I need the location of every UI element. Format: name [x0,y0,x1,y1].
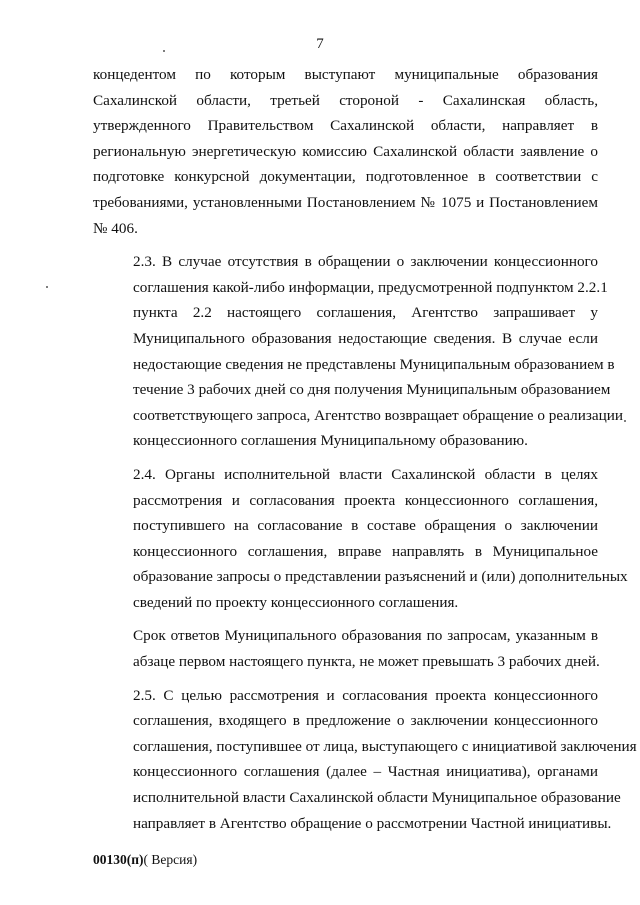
text-line: сведений по проекту концессионного соглашения. [133,593,459,611]
text-line: 2.4. Органы исполнительной власти Сахалинской области в целях [133,465,598,483]
text-line: рассмотрения и согласования проекта концессионного соглашения, [133,491,598,509]
paragraph [93,462,628,616]
page-number: 7 [316,36,324,52]
text-line: образование запросы о представлении разъяснений и (или) дополнительных [133,568,628,586]
text-line: региональную энергетическую комиссию Сахалинской области заявление о [93,142,598,160]
text-line: подготовке конкурсной документации, подготовленное в соответствии с [93,168,598,186]
paragraph [93,249,623,454]
text-line: № 406. [93,219,138,237]
version-label: ( Версия) [143,852,198,867]
document-footer [93,852,197,868]
text-line: соглашения, входящего в предложение о заключении концессионного [133,712,598,730]
text-line: Муниципального образования недостающие сведения. В случае если [133,329,598,347]
text-line: исполнительной власти Сахалинской области Муниципальное образование [133,789,621,807]
paragraph [93,683,637,837]
document-body [93,62,637,836]
text-line: концессионного соглашения Муниципальному образованию. [133,432,528,450]
text-line: 2.5. С целью рассмотрения и согласования проекта концессионного [133,686,598,704]
text-line: концессионного соглашения (далее – Частная инициатива), органами [133,763,598,781]
text-line: абзаце первом настоящего пункта, не может превышать 3 рабочих дней. [133,653,600,671]
scan-speck [46,286,48,288]
scan-speck [163,50,165,52]
text-line: соглашения, поступившее от лица, выступающего с инициативой заключения [133,737,637,755]
scan-speck [624,420,626,422]
text-line: соответствующего запроса, Агентство возвращает обращение о реализации [133,406,623,424]
paragraph [93,623,598,674]
text-line: утвержденного Правительством Сахалинской области, направляет в [93,117,598,135]
text-line: концессионного соглашения, вправе направлять в Муниципальное [133,542,598,560]
text-line: Сахалинской области, третьей стороной - Сахалинская область, [93,91,598,109]
text-line: Срок ответов Муниципального образования по запросам, указанным в [133,627,598,645]
text-line: направляет в Агентство обращение о рассмотрении Частной инициативы. [133,814,612,832]
text-line: 2.3. В случае отсутствия в обращении о заключении концессионного [133,253,598,271]
text-line: недостающие сведения не представлены Муниципальным образованием в [133,355,615,373]
text-line: поступившего на согласование в составе обращения о заключении [133,517,598,535]
document-code: 00130(п) [93,852,144,867]
text-line: концедентом по которым выступают муниципальные образования [93,66,598,83]
text-line: пункта 2.2 настоящего соглашения, Агентство запрашивает у [133,304,598,322]
paragraph [93,62,598,241]
text-line: течение 3 рабочих дней со дня получения Муниципальным образованием [133,381,611,399]
text-line: соглашения какой-либо информации, предусмотренной подпунктом 2.2.1 [133,278,608,296]
text-line: требованиями, установленными Постановлением № 1075 и Постановлением [93,193,598,211]
